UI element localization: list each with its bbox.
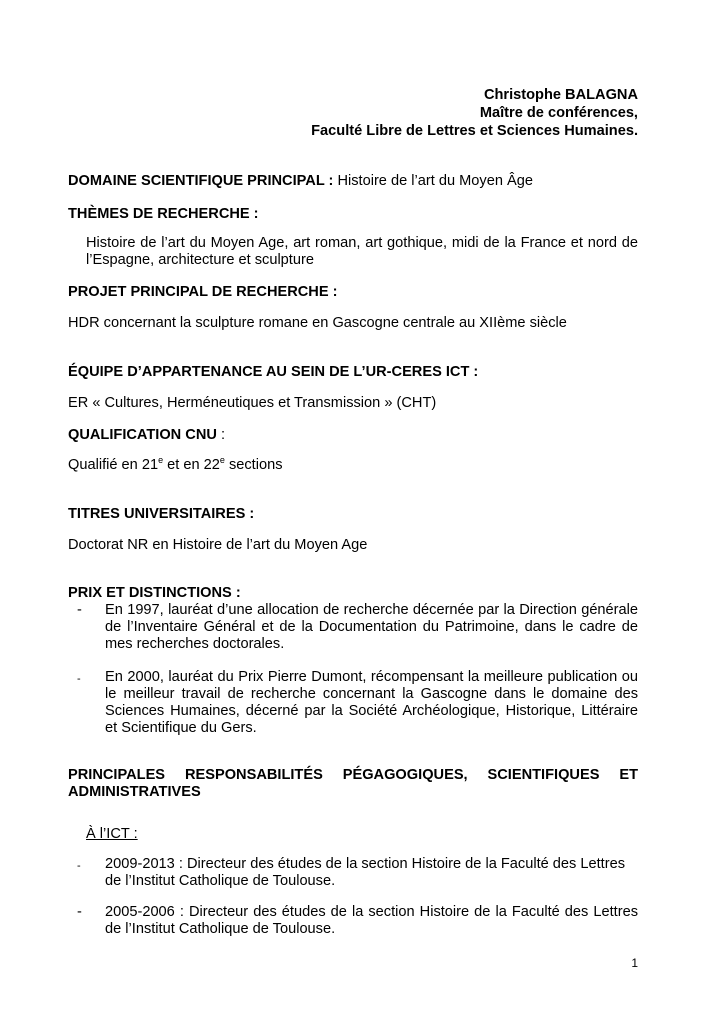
titres-text: Doctorat NR en Histoire de l’art du Moyen Age — [68, 537, 368, 553]
domaine-line — [68, 173, 638, 190]
qualification-heading: QUALIFICATION CNU — [68, 427, 217, 443]
prix-item — [77, 669, 638, 737]
responsabilite-bullet: - — [77, 860, 81, 872]
author-position: Maître de conférences, — [479, 105, 638, 121]
equipe-text: ER « Cultures, Herméneutiques et Transmission » (CHT) — [68, 395, 437, 411]
qualification-part-c: sections — [224, 457, 283, 473]
domaine-label: DOMAINE SCIENTIFIQUE PRINCIPAL : — [68, 173, 334, 189]
responsabilites-heading-line2: ADMINISTRATIVES — [68, 784, 201, 800]
prix-item — [77, 602, 638, 653]
page-number: 1 — [631, 956, 638, 970]
author-faculty: Faculté Libre de Lettres et Sciences Humaines. — [311, 123, 638, 139]
titres-heading: TITRES UNIVERSITAIRES : — [68, 506, 255, 522]
author-name: Christophe BALAGNA — [483, 87, 638, 103]
responsabilite-item-text: 2005-2006 : Directeur des études de la section Histoire de la Faculté des Lettres de l’Institut Catholique de Toulouse. — [105, 904, 638, 937]
qualification-heading-line — [68, 427, 638, 444]
projet-text: HDR concernant la sculpture romane en Gascogne centrale au XIIème siècle — [68, 315, 567, 331]
prix-item-text: En 2000, lauréat du Prix Pierre Dumont, récompensant la meilleure publication ou le meilleur travail de recherche concernant la Gascogne dans le domaine des Sciences Humaines, décerné par la Société Archéologique, Historique, Littéraire et Scientifique du Gers. — [105, 669, 638, 736]
prix-heading: PRIX ET DISTINCTIONS : — [68, 585, 241, 601]
prix-bullet: - — [77, 673, 81, 685]
themes-text: Histoire de l’art du Moyen Age, art roman, art gothique, midi de la France et nord de l’Espagne, architecture et sculpture — [86, 235, 638, 268]
ict-subheading: À l’ICT : — [86, 826, 138, 842]
responsabilite-item-text: 2009-2013 : Directeur des études de la section Histoire de la Faculté des Lettres de l’Institut Catholique de Toulouse. — [105, 856, 625, 889]
qualification-sup-b: e — [219, 455, 225, 466]
qualification-colon: : — [216, 427, 226, 443]
responsabilite-item — [77, 856, 638, 890]
prix-item-text: En 1997, lauréat d’une allocation de recherche décernée par la Direction générale de l’Inventaire Général et de la Documentation du Patrimoine, dans le cadre de mes recherches doctorales. — [105, 602, 638, 652]
equipe-heading: ÉQUIPE D’APPARTENANCE AU SEIN DE L’UR-CERES ICT : — [68, 364, 479, 380]
qualification-part-b: et en 22 — [163, 457, 220, 473]
prix-bullet: - — [77, 602, 82, 618]
projet-heading: PROJET PRINCIPAL DE RECHERCHE : — [68, 284, 338, 300]
author-header — [311, 86, 638, 140]
qualification-sup-a: e — [158, 455, 164, 466]
responsabilites-heading-line1: PRINCIPALES RESPONSABILITÉS PÉGAGOGIQUES, SCIENTIFIQUES ET — [68, 767, 638, 783]
domaine-value: Histoire de l’art du Moyen Âge — [333, 173, 533, 189]
qualification-text — [68, 457, 638, 474]
qualification-part-a: Qualifié en 21 — [68, 457, 159, 473]
themes-heading: THÈMES DE RECHERCHE : — [68, 206, 259, 222]
responsabilite-bullet: - — [77, 904, 82, 920]
responsabilite-item — [77, 904, 638, 938]
